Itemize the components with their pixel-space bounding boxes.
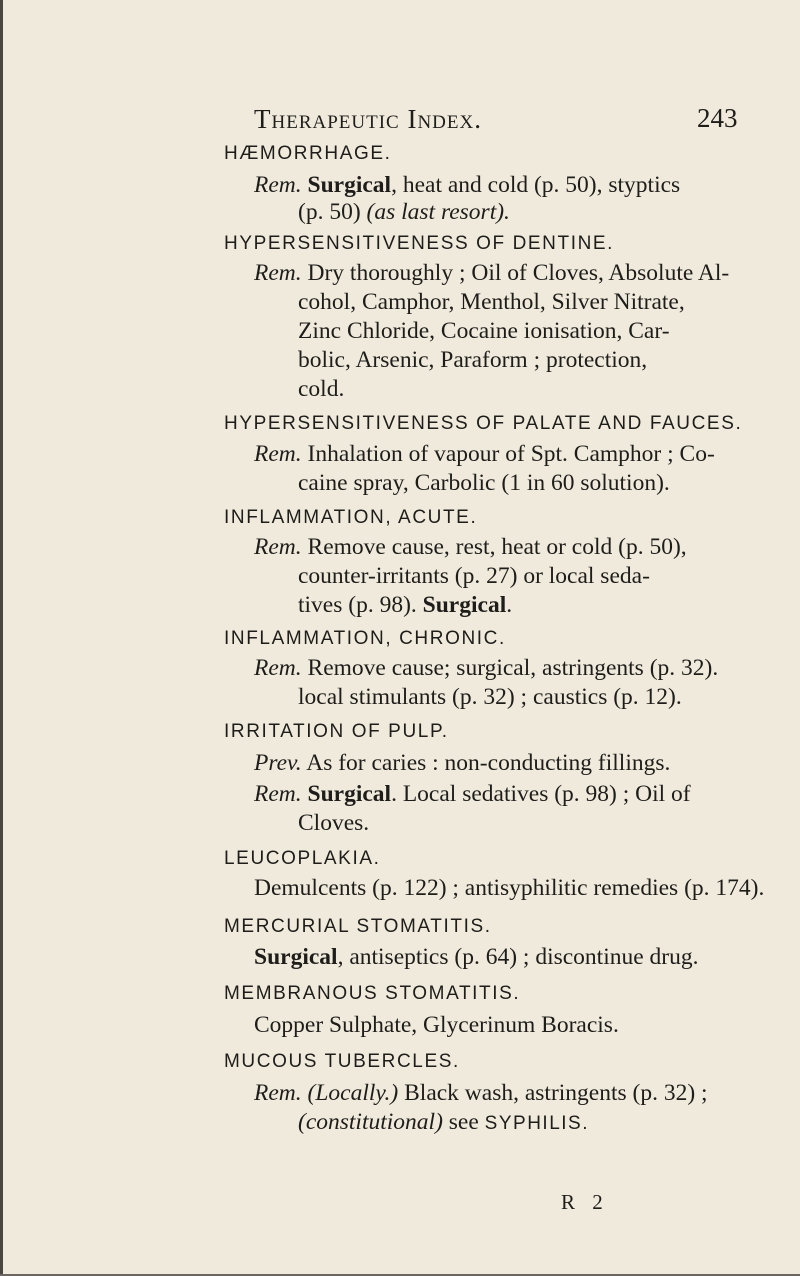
entry-line: counter-irritants (p. 27) or local seda- — [298, 563, 650, 589]
line-text: see — [442, 1109, 485, 1135]
line-text: Dry thoroughly ; Oil of Cloves, Absolute Al- — [307, 260, 730, 286]
entry-line — [254, 443, 715, 467]
remedy-label: Rem. — [254, 655, 302, 681]
entry-line — [254, 174, 680, 198]
entry-line — [254, 752, 670, 776]
page-edge — [0, 0, 3, 1276]
emphasis-surgical: Surgical — [254, 944, 338, 970]
entry-line — [254, 1082, 708, 1106]
entry-line: Cloves. — [298, 810, 370, 836]
emphasis-surgical: Surgical — [307, 172, 392, 198]
entry-heading: MEMBRANOUS STOMATITIS. — [224, 983, 521, 1004]
entry-heading: INFLAMMATION, ACUTE. — [224, 507, 478, 528]
remedy-label: Rem. — [254, 260, 302, 286]
entry-line — [254, 262, 729, 286]
entry-heading: HYPERSENSITIVENESS OF DENTINE. — [224, 233, 615, 254]
entry-heading: MERCURIAL STOMATITIS. — [224, 916, 492, 937]
entry-line: bolic, Arsenic, Paraform ; protection, — [298, 347, 648, 373]
entry-line — [254, 536, 687, 560]
entry-line: caine spray, Carbolic (1 in 60 solution). — [298, 470, 670, 496]
remedy-label: Rem. — [254, 172, 302, 198]
remedy-label: Rem. — [254, 441, 302, 467]
line-text: Inhalation of vapour of Spt. Camphor ; Co- — [307, 441, 715, 467]
remedy-label: Rem. — [254, 781, 302, 807]
cross-reference: SYPHILIS. — [484, 1113, 589, 1134]
line-text: (p. 50) — [298, 199, 367, 225]
entry-heading: IRRITATION OF PULP. — [224, 721, 449, 742]
entry-line: cold. — [298, 376, 345, 402]
line-italic: (as last resort). — [366, 199, 510, 225]
remedy-label: Rem. — [254, 1080, 302, 1106]
prevention-label: Prev. — [254, 750, 302, 776]
entry-line: Surgical, antiseptics (p. 64) ; discontinue drug. — [254, 944, 699, 970]
entry-heading: HÆMORRHAGE. — [224, 143, 392, 164]
entry-line: Zinc Chloride, Cocaine ionisation, Car- — [298, 318, 670, 344]
entry-line — [298, 1111, 589, 1135]
line-italic: (Locally.) — [307, 1080, 399, 1106]
entry-line: tives (p. 98). Surgical. — [298, 592, 513, 618]
line-text: Remove cause; surgical, astringents (p. 32). — [307, 655, 719, 681]
entry-line: cohol, Camphor, Menthol, Silver Nitrate, — [298, 289, 685, 315]
entry-heading: HYPERSENSITIVENESS OF PALATE AND FAUCES. — [224, 413, 743, 434]
running-head: Therapeutic Index. — [254, 104, 482, 134]
remedy-label: Rem. — [254, 534, 302, 560]
entry-line: Copper Sulphate, Glycerinum Boracis. — [254, 1012, 619, 1038]
entry-heading: MUCOUS TUBERCLES. — [224, 1051, 460, 1072]
line-text: Surgical. Local sedatives (p. 98) ; Oil of — [307, 781, 691, 807]
line-text: Surgical, heat and cold (p. 50), styptics — [307, 172, 681, 198]
line-italic: (constitutional) — [298, 1109, 443, 1135]
entry-line — [254, 783, 691, 807]
line-text: Black wash, astringents (p. 32) ; — [398, 1080, 708, 1106]
line-text: As for caries : non-conducting fillings. — [306, 750, 671, 776]
entry-line: local stimulants (p. 32) ; caustics (p. 12). — [298, 684, 682, 710]
signature-mark: R 2 — [561, 1190, 609, 1214]
emphasis-surgical: Surgical — [307, 781, 392, 807]
emphasis-surgical: Surgical — [422, 592, 507, 618]
entry-heading: LEUCOPLAKIA. — [224, 848, 381, 869]
page-number: 243 — [697, 103, 738, 133]
line-text: Remove cause, rest, heat or cold (p. 50), — [307, 534, 687, 560]
entry-line — [298, 201, 510, 225]
entry-line — [254, 657, 718, 681]
entry-line: Demulcents (p. 122) ; antisyphilitic remedies (p. 174). — [254, 875, 765, 901]
entry-heading: INFLAMMATION, CHRONIC. — [224, 628, 506, 649]
